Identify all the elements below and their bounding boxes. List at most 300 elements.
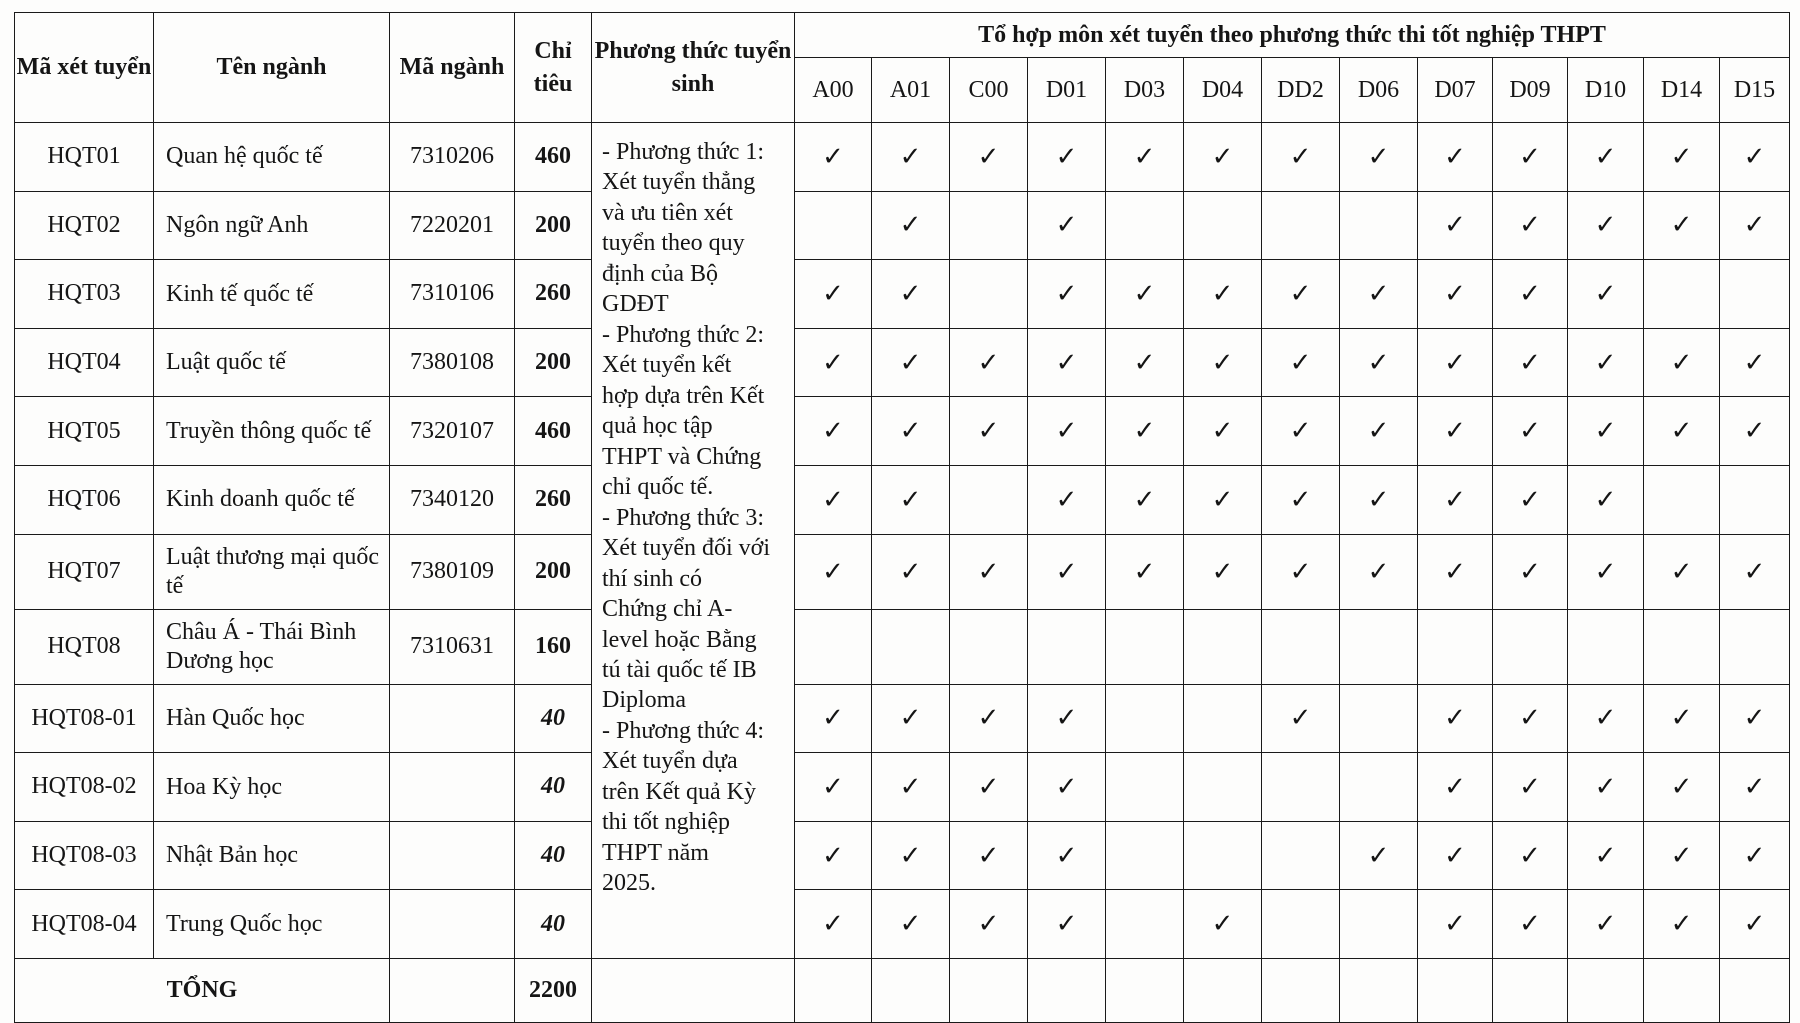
- row-major-code: [390, 890, 515, 959]
- check-cell-d09: [1493, 328, 1568, 397]
- checkmark-icon: ✓: [1594, 278, 1617, 309]
- check-cell-d06: [1340, 890, 1418, 959]
- row-code: HQT08-03: [15, 821, 154, 890]
- check-cell-d03: [1106, 328, 1184, 397]
- check-cell-d01: [1028, 328, 1106, 397]
- checkmark-icon: ✓: [1444, 840, 1466, 871]
- check-cell-d10: [1568, 534, 1644, 609]
- total-empty-cell: [1340, 958, 1418, 1022]
- method-line: chỉ quốc tế.: [602, 474, 714, 501]
- checkmark-icon: ✓: [1055, 484, 1078, 515]
- checkmark-icon: ✓: [1055, 416, 1078, 447]
- checkmark-icon: ✓: [1211, 909, 1234, 940]
- method-line: Xét tuyển kết: [602, 352, 732, 379]
- checkmark-icon: ✓: [977, 840, 1000, 871]
- row-quota: 40: [515, 821, 592, 890]
- check-cell-dd2: [1262, 260, 1340, 329]
- check-cell-d04: [1184, 260, 1262, 329]
- check-cell-d07: [1418, 684, 1493, 753]
- combo-header-c00: C00: [950, 58, 1028, 123]
- total-empty-cell: [1418, 958, 1493, 1022]
- total-empty-cell: [795, 958, 872, 1022]
- check-cell-d10: [1568, 684, 1644, 753]
- row-quota: 260: [515, 465, 592, 534]
- checkmark-icon: ✓: [1594, 416, 1617, 447]
- checkmark-icon: ✓: [822, 416, 844, 447]
- checkmark-icon: ✓: [1519, 210, 1541, 241]
- table-row: [15, 684, 1790, 753]
- check-cell-d09: [1493, 465, 1568, 534]
- row-major-code: 7380108: [390, 328, 515, 397]
- checkmark-icon: ✓: [1444, 347, 1466, 378]
- total-empty-cell: [1568, 958, 1644, 1022]
- checkmark-icon: ✓: [1055, 278, 1078, 309]
- checkmark-icon: ✓: [1367, 416, 1390, 447]
- checkmark-icon: ✓: [1367, 278, 1390, 309]
- checkmark-icon: ✓: [822, 909, 844, 940]
- checkmark-icon: ✓: [1519, 416, 1541, 447]
- check-cell-dd2: [1262, 684, 1340, 753]
- check-cell-a00: [795, 328, 872, 397]
- check-cell-d06: [1340, 260, 1418, 329]
- check-cell-d04: [1184, 684, 1262, 753]
- table-row: [15, 123, 1790, 192]
- row-quota: 160: [515, 609, 592, 684]
- checkmark-icon: ✓: [1743, 703, 1766, 734]
- check-cell-c00: [950, 753, 1028, 822]
- row-quota: 200: [515, 191, 592, 260]
- checkmark-icon: ✓: [1211, 141, 1234, 172]
- checkmark-icon: ✓: [822, 771, 844, 802]
- check-cell-d15: [1720, 328, 1790, 397]
- method-line: tuyển theo quy: [602, 230, 745, 257]
- row-name: Truyền thông quốc tế: [154, 397, 390, 466]
- check-cell-dd2: [1262, 534, 1340, 609]
- combo-header-d07: D07: [1418, 58, 1493, 123]
- check-cell-c00: [950, 534, 1028, 609]
- row-major-code: [390, 684, 515, 753]
- check-cell-d03: [1106, 191, 1184, 260]
- checkmark-icon: ✓: [1444, 703, 1466, 734]
- combo-header-a00: A00: [795, 58, 872, 123]
- checkmark-icon: ✓: [1444, 278, 1466, 309]
- check-cell-d01: [1028, 191, 1106, 260]
- checkmark-icon: ✓: [1055, 556, 1078, 587]
- checkmark-icon: ✓: [1289, 556, 1312, 587]
- check-cell-d04: [1184, 534, 1262, 609]
- check-cell-d14: [1644, 123, 1720, 192]
- checkmark-icon: ✓: [1055, 703, 1078, 734]
- check-cell-d07: [1418, 534, 1493, 609]
- check-cell-dd2: [1262, 328, 1340, 397]
- check-cell-d07: [1418, 821, 1493, 890]
- check-cell-d09: [1493, 609, 1568, 684]
- row-code: HQT02: [15, 191, 154, 260]
- check-cell-d01: [1028, 753, 1106, 822]
- row-code: HQT07: [15, 534, 154, 609]
- combo-header-dd2: DD2: [1262, 58, 1340, 123]
- check-cell-c00: [950, 397, 1028, 466]
- checkmark-icon: ✓: [1743, 141, 1766, 172]
- check-cell-a00: [795, 465, 872, 534]
- check-cell-d09: [1493, 123, 1568, 192]
- checkmark-icon: ✓: [1055, 210, 1078, 241]
- checkmark-icon: ✓: [1519, 840, 1541, 871]
- check-cell-d14: [1644, 397, 1720, 466]
- row-name: Kinh doanh quốc tế: [154, 465, 390, 534]
- check-cell-d04: [1184, 328, 1262, 397]
- method-line: Xét tuyển đối với: [602, 535, 770, 562]
- check-cell-c00: [950, 821, 1028, 890]
- table-row: [15, 260, 1790, 329]
- check-cell-a01: [872, 821, 950, 890]
- check-cell-d03: [1106, 465, 1184, 534]
- checkmark-icon: ✓: [1743, 556, 1766, 587]
- checkmark-icon: ✓: [1519, 347, 1541, 378]
- checkmark-icon: ✓: [1743, 840, 1766, 871]
- method-line: và ưu tiên xét: [602, 199, 733, 226]
- checkmark-icon: ✓: [1367, 141, 1390, 172]
- check-cell-dd2: [1262, 821, 1340, 890]
- check-cell-d15: [1720, 465, 1790, 534]
- check-cell-d09: [1493, 260, 1568, 329]
- check-cell-d03: [1106, 123, 1184, 192]
- row-major-code: 7340120: [390, 465, 515, 534]
- checkmark-icon: ✓: [1211, 416, 1234, 447]
- check-cell-d14: [1644, 753, 1720, 822]
- check-cell-d15: [1720, 534, 1790, 609]
- check-cell-c00: [950, 191, 1028, 260]
- checkmark-icon: ✓: [1594, 347, 1617, 378]
- check-cell-d14: [1644, 609, 1720, 684]
- table-row: [15, 753, 1790, 822]
- check-cell-d10: [1568, 890, 1644, 959]
- checkmark-icon: ✓: [1289, 416, 1312, 447]
- method-line: level hoặc Bằng: [602, 626, 757, 653]
- table-row: [15, 821, 1790, 890]
- checkmark-icon: ✓: [977, 416, 1000, 447]
- check-cell-d04: [1184, 191, 1262, 260]
- method-line: THPT và Chứng: [602, 443, 762, 470]
- checkmark-icon: ✓: [1594, 556, 1617, 587]
- checkmark-icon: ✓: [1289, 703, 1312, 734]
- check-cell-d15: [1720, 609, 1790, 684]
- checkmark-icon: ✓: [1519, 278, 1541, 309]
- check-cell-d06: [1340, 328, 1418, 397]
- check-cell-a00: [795, 609, 872, 684]
- row-quota: 200: [515, 328, 592, 397]
- check-cell-a01: [872, 890, 950, 959]
- checkmark-icon: ✓: [977, 703, 1000, 734]
- checkmark-icon: ✓: [1444, 141, 1466, 172]
- check-cell-a00: [795, 397, 872, 466]
- checkmark-icon: ✓: [1670, 703, 1693, 734]
- check-cell-d01: [1028, 534, 1106, 609]
- row-quota: 40: [515, 684, 592, 753]
- check-cell-d14: [1644, 684, 1720, 753]
- checkmark-icon: ✓: [1133, 278, 1156, 309]
- checkmark-icon: ✓: [1055, 347, 1078, 378]
- checkmark-icon: ✓: [1055, 771, 1078, 802]
- total-empty-cell: [1493, 958, 1568, 1022]
- check-cell-d06: [1340, 534, 1418, 609]
- check-cell-d09: [1493, 397, 1568, 466]
- checkmark-icon: ✓: [1519, 703, 1541, 734]
- total-label: TỔNG: [15, 958, 390, 1022]
- checkmark-icon: ✓: [1133, 484, 1156, 515]
- total-empty-cell: [950, 958, 1028, 1022]
- check-cell-c00: [950, 328, 1028, 397]
- combo-header-d06: D06: [1340, 58, 1418, 123]
- check-cell-d10: [1568, 123, 1644, 192]
- check-cell-d15: [1720, 890, 1790, 959]
- method-line: quả học tập: [602, 413, 713, 440]
- combo-header-a01: A01: [872, 58, 950, 123]
- check-cell-d01: [1028, 260, 1106, 329]
- header-quota: Chỉ tiêu: [515, 13, 592, 123]
- check-cell-a00: [795, 821, 872, 890]
- check-cell-d15: [1720, 753, 1790, 822]
- row-code: HQT08-02: [15, 753, 154, 822]
- method-line: định của Bộ: [602, 260, 718, 287]
- checkmark-icon: ✓: [899, 141, 922, 172]
- check-cell-c00: [950, 609, 1028, 684]
- total-empty-cell: [1262, 958, 1340, 1022]
- check-cell-c00: [950, 123, 1028, 192]
- checkmark-icon: ✓: [822, 484, 844, 515]
- checkmark-icon: ✓: [1519, 909, 1541, 940]
- check-cell-d09: [1493, 534, 1568, 609]
- total-empty-cell: [1106, 958, 1184, 1022]
- total-empty-cell: [1028, 958, 1106, 1022]
- checkmark-icon: ✓: [822, 556, 844, 587]
- check-cell-d01: [1028, 890, 1106, 959]
- method-line: trên Kết quả Kỳ: [602, 778, 756, 805]
- method-line: tú tài quốc tế IB: [602, 656, 757, 683]
- checkmark-icon: ✓: [899, 210, 922, 241]
- check-cell-c00: [950, 684, 1028, 753]
- row-name: Trung Quốc học: [154, 890, 390, 959]
- combo-header-d01: D01: [1028, 58, 1106, 123]
- checkmark-icon: ✓: [822, 703, 844, 734]
- row-quota: 40: [515, 753, 592, 822]
- check-cell-d06: [1340, 821, 1418, 890]
- check-cell-d10: [1568, 753, 1644, 822]
- check-cell-d03: [1106, 890, 1184, 959]
- check-cell-d01: [1028, 609, 1106, 684]
- checkmark-icon: ✓: [822, 141, 844, 172]
- row-major-code: 7310206: [390, 123, 515, 192]
- checkmark-icon: ✓: [899, 347, 922, 378]
- checkmark-icon: ✓: [822, 278, 844, 309]
- checkmark-icon: ✓: [1367, 840, 1390, 871]
- check-cell-d01: [1028, 465, 1106, 534]
- check-cell-d07: [1418, 123, 1493, 192]
- checkmark-icon: ✓: [1594, 909, 1617, 940]
- header-combos-group: Tổ hợp môn xét tuyển theo phương thức thi tốt nghiệp THPT: [795, 13, 1790, 58]
- check-cell-d04: [1184, 609, 1262, 684]
- row-code: HQT01: [15, 123, 154, 192]
- method-line: thi tốt nghiệp: [602, 809, 730, 836]
- total-empty-cell: [1720, 958, 1790, 1022]
- method-line: - Phương thức 4:: [602, 717, 765, 744]
- checkmark-icon: ✓: [1594, 141, 1617, 172]
- check-cell-a01: [872, 465, 950, 534]
- checkmark-icon: ✓: [1444, 556, 1466, 587]
- checkmark-icon: ✓: [1367, 484, 1390, 515]
- table-row: [15, 890, 1790, 959]
- check-cell-d15: [1720, 397, 1790, 466]
- check-cell-d06: [1340, 397, 1418, 466]
- method-line: - Phương thức 2:: [602, 321, 765, 348]
- check-cell-d03: [1106, 609, 1184, 684]
- check-cell-a01: [872, 328, 950, 397]
- row-name: Hoa Kỳ học: [154, 753, 390, 822]
- checkmark-icon: ✓: [1670, 416, 1693, 447]
- check-cell-d06: [1340, 609, 1418, 684]
- check-cell-d07: [1418, 191, 1493, 260]
- checkmark-icon: ✓: [1289, 141, 1312, 172]
- check-cell-a01: [872, 191, 950, 260]
- checkmark-icon: ✓: [977, 347, 1000, 378]
- checkmark-icon: ✓: [1743, 771, 1766, 802]
- checkmark-icon: ✓: [1211, 484, 1234, 515]
- check-cell-d04: [1184, 465, 1262, 534]
- check-cell-a00: [795, 123, 872, 192]
- check-cell-d10: [1568, 260, 1644, 329]
- check-cell-dd2: [1262, 609, 1340, 684]
- row-quota: 260: [515, 260, 592, 329]
- check-cell-d06: [1340, 191, 1418, 260]
- checkmark-icon: ✓: [1133, 347, 1156, 378]
- row-code: HQT03: [15, 260, 154, 329]
- check-cell-dd2: [1262, 123, 1340, 192]
- check-cell-dd2: [1262, 397, 1340, 466]
- checkmark-icon: ✓: [1289, 278, 1312, 309]
- check-cell-d06: [1340, 465, 1418, 534]
- check-cell-a01: [872, 534, 950, 609]
- checkmark-icon: ✓: [899, 416, 922, 447]
- checkmark-icon: ✓: [822, 347, 844, 378]
- check-cell-d10: [1568, 328, 1644, 397]
- check-cell-d09: [1493, 191, 1568, 260]
- check-cell-d01: [1028, 123, 1106, 192]
- checkmark-icon: ✓: [1670, 347, 1693, 378]
- check-cell-c00: [950, 260, 1028, 329]
- combo-header-d10: D10: [1568, 58, 1644, 123]
- check-cell-a01: [872, 123, 950, 192]
- checkmark-icon: ✓: [1594, 210, 1617, 241]
- check-cell-d10: [1568, 397, 1644, 466]
- row-quota: 200: [515, 534, 592, 609]
- check-cell-dd2: [1262, 191, 1340, 260]
- checkmark-icon: ✓: [1670, 210, 1693, 241]
- checkmark-icon: ✓: [1211, 556, 1234, 587]
- check-cell-d15: [1720, 191, 1790, 260]
- checkmark-icon: ✓: [1670, 909, 1693, 940]
- checkmark-icon: ✓: [899, 703, 922, 734]
- check-cell-d03: [1106, 753, 1184, 822]
- check-cell-d10: [1568, 191, 1644, 260]
- checkmark-icon: ✓: [1743, 210, 1766, 241]
- row-major-code: 7220201: [390, 191, 515, 260]
- row-major-code: 7310631: [390, 609, 515, 684]
- checkmark-icon: ✓: [1670, 556, 1693, 587]
- admission-table: [14, 12, 1790, 1023]
- checkmark-icon: ✓: [1444, 771, 1466, 802]
- table-row: [15, 609, 1790, 684]
- checkmark-icon: ✓: [1519, 484, 1541, 515]
- total-quota: 2200: [515, 958, 592, 1022]
- check-cell-d03: [1106, 684, 1184, 753]
- row-code: HQT08-04: [15, 890, 154, 959]
- checkmark-icon: ✓: [899, 840, 922, 871]
- check-cell-d10: [1568, 821, 1644, 890]
- checkmark-icon: ✓: [977, 556, 1000, 587]
- row-name: Luật thương mại quốc tế: [154, 534, 390, 609]
- checkmark-icon: ✓: [1670, 840, 1693, 871]
- check-cell-d07: [1418, 328, 1493, 397]
- row-code: HQT08-01: [15, 684, 154, 753]
- check-cell-d15: [1720, 123, 1790, 192]
- table-row: [15, 534, 1790, 609]
- check-cell-a00: [795, 260, 872, 329]
- check-cell-dd2: [1262, 753, 1340, 822]
- checkmark-icon: ✓: [899, 484, 922, 515]
- checkmark-icon: ✓: [1743, 347, 1766, 378]
- check-cell-d01: [1028, 684, 1106, 753]
- check-cell-a01: [872, 260, 950, 329]
- check-cell-d09: [1493, 821, 1568, 890]
- check-cell-d07: [1418, 609, 1493, 684]
- total-major-code: [390, 958, 515, 1022]
- row-name: Châu Á - Thái Bình Dương học: [154, 609, 390, 684]
- check-cell-d03: [1106, 397, 1184, 466]
- header-major-code: Mã ngành: [390, 13, 515, 123]
- checkmark-icon: ✓: [1211, 347, 1234, 378]
- checkmark-icon: ✓: [1594, 703, 1617, 734]
- check-cell-c00: [950, 465, 1028, 534]
- checkmark-icon: ✓: [1519, 141, 1541, 172]
- combo-header-d15: D15: [1720, 58, 1790, 123]
- row-quota: 460: [515, 397, 592, 466]
- checkmark-icon: ✓: [1367, 347, 1390, 378]
- checkmark-icon: ✓: [1444, 484, 1466, 515]
- check-cell-d09: [1493, 684, 1568, 753]
- admission-table-sheet: [14, 12, 1790, 1023]
- row-name: Quan hệ quốc tế: [154, 123, 390, 192]
- check-cell-d06: [1340, 123, 1418, 192]
- header-method: Phương thức tuyển sinh: [592, 13, 795, 123]
- check-cell-dd2: [1262, 465, 1340, 534]
- method-line: Diploma: [602, 687, 686, 714]
- checkmark-icon: ✓: [1594, 771, 1617, 802]
- method-line: Chứng chỉ A-: [602, 596, 733, 623]
- table-row: [15, 328, 1790, 397]
- check-cell-d09: [1493, 753, 1568, 822]
- row-code: HQT06: [15, 465, 154, 534]
- check-cell-a00: [795, 890, 872, 959]
- check-cell-a01: [872, 753, 950, 822]
- checkmark-icon: ✓: [1289, 484, 1312, 515]
- checkmark-icon: ✓: [1670, 771, 1693, 802]
- row-code: HQT05: [15, 397, 154, 466]
- check-cell-d04: [1184, 397, 1262, 466]
- check-cell-d03: [1106, 260, 1184, 329]
- method-line: hợp dựa trên Kết: [602, 382, 765, 409]
- check-cell-d10: [1568, 465, 1644, 534]
- checkmark-icon: ✓: [1055, 840, 1078, 871]
